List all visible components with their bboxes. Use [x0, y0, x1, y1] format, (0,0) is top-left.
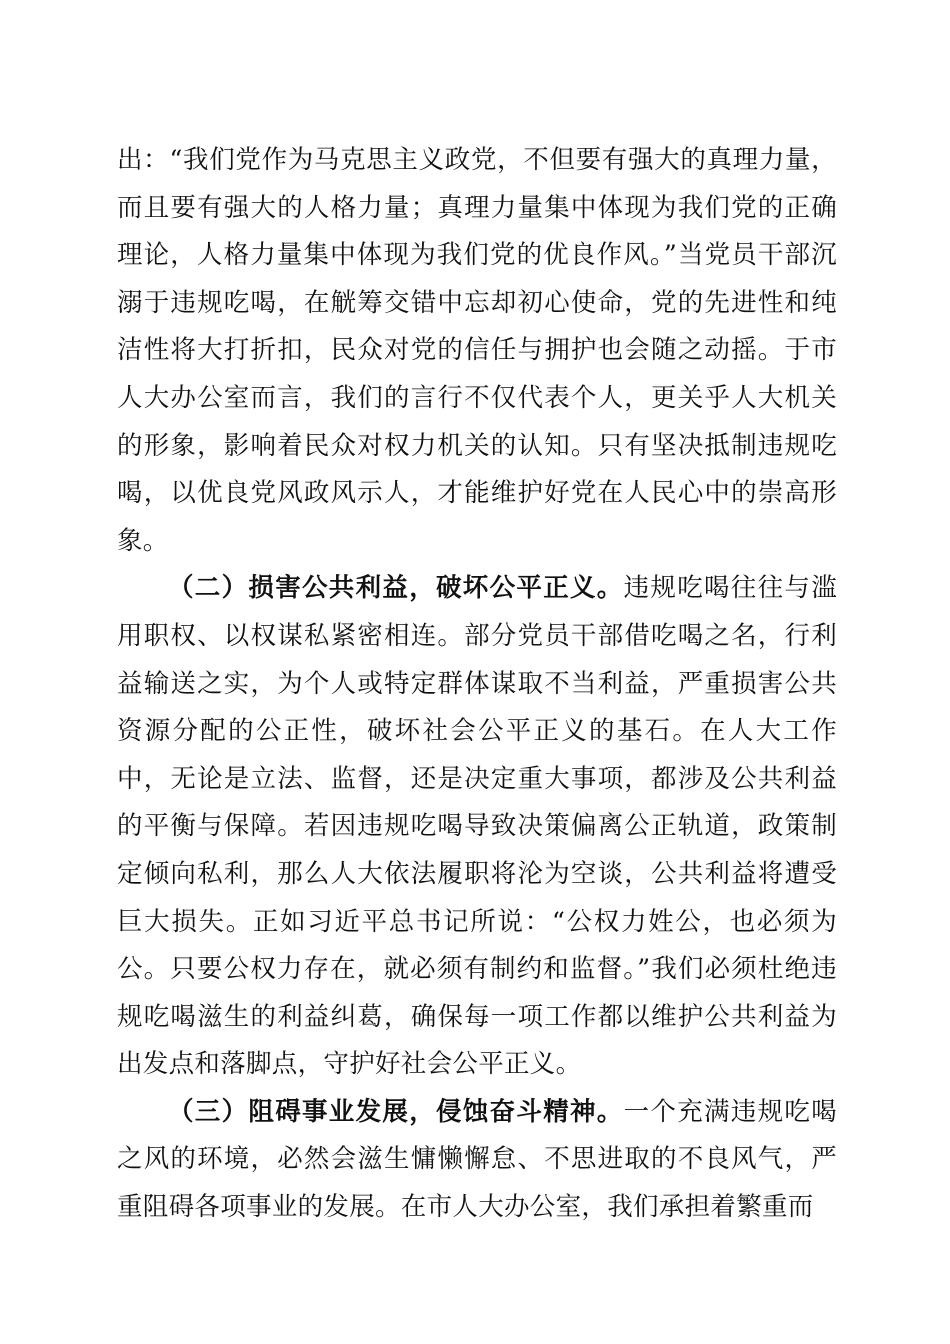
paragraph-continuation: [117, 137, 837, 565]
paragraph-section-2: [117, 565, 837, 1089]
paragraph-text: 违规吃喝往往与滥用职权、以权谋私紧密相连。部分党员干部借吃喝之名，行利益输送之实，为个人或特定群体谋取不当利益，严重损害公共资源分配的公正性，破坏社会公平正义的基石。在人大工作中，无论是立法、监督，还是决定重大事项，都涉及公共利益的平衡与保障。若因违规吃喝导致决策偏离公正轨道，政策制定倾向私利，那么人大依法履职将沦为空谈，公共利益将遭受巨大损失。正如习近平总书记所说：“公权力姓公，也必须为公。只要公权力存在，就必须有制约和监督。”我们必须杜绝违规吃喝滋生的利益纠葛，确保每一项工作都以维护公共利益为出发点和落脚点，守护好社会公平正义。: [117, 573, 837, 1080]
paragraph-text: 一个充满违规吃喝之风的环境，必然会滋生慵懒懈怠、不思进取的不良风气，严重阻碍各项事业的发展。在市人大办公室，我们承担着繁重而: [117, 1096, 837, 1223]
paragraph-section-3: [117, 1089, 837, 1232]
document-body: [117, 137, 837, 1232]
paragraph-text: 出：“我们党作为马克思主义政党，不但要有强大的真理力量，而且要有强大的人格力量；真理力量集中体现为我们党的正确理论，人格力量集中体现为我们党的优良作风。”当党员干部沉溺于违规吃喝，在觥筹交错中忘却初心使命，党的先进性和纯洁性将大打折扣，民众对党的信任与拥护也会随之动摇。于市人大办公室而言，我们的言行不仅代表个人，更关乎人大机关的形象，影响着民众对权力机关的认知。只有坚决抵制违规吃喝，以优良党风政风示人，才能维护好党在人民心中的崇高形象。: [117, 145, 837, 556]
section-heading: （二）损害公共利益，破坏公平正义。: [168, 573, 624, 604]
section-heading: （三）阻碍事业发展，侵蚀奋斗精神。: [168, 1096, 624, 1127]
